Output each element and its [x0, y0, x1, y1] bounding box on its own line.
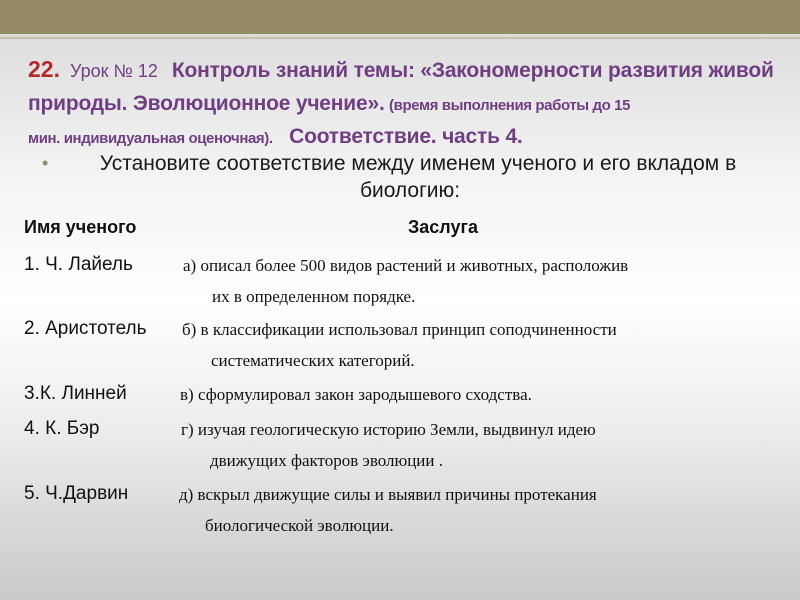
- merit-line-2: биологической эволюции.: [205, 516, 394, 535]
- merit-line-1: г) изучая геологическую историю Земли, выдвинул идею: [181, 420, 596, 439]
- lesson-label: Урок № 12: [69, 61, 158, 81]
- top-divider: [0, 37, 800, 39]
- task-line-1: Установите соответствие между именем ученого и его вкладом в: [99, 152, 737, 175]
- column-header-merit: Заслуга: [408, 217, 479, 237]
- scientist-name: 3.К. Линней: [24, 383, 127, 404]
- task-instruction: [40, 150, 780, 204]
- task-line-2: биологию:: [359, 179, 461, 202]
- scientist-name: 1. Ч. Лайель: [24, 254, 133, 275]
- time-note-1: (время выполнения работы до 15: [389, 97, 631, 114]
- merit-line-1: б) в классификации использовал принцип соподчиненности: [182, 320, 617, 339]
- bullet-icon: •: [42, 153, 49, 173]
- merit-line-1: в) сформулировал закон зародышевого сходства.: [180, 385, 532, 404]
- merit-line-2: систематических категорий.: [211, 351, 415, 370]
- merit-line-1: а) описал более 500 видов растений и животных, расположив: [183, 256, 629, 275]
- task-number: 22.: [28, 56, 60, 82]
- column-header-name: Имя ученого: [24, 217, 137, 237]
- merit-line-1: д) вскрыл движущие силы и выявил причины протекания: [179, 485, 597, 504]
- title-end: Соответствие. часть 4.: [289, 125, 523, 148]
- top-bar: [0, 0, 800, 34]
- scientist-name: 2. Аристотель: [24, 318, 147, 339]
- merit-line-2: их в определенном порядке.: [212, 287, 416, 306]
- merit-line-2: движущих факторов эволюции .: [210, 451, 443, 470]
- time-note-2: мин. индивидуальная оценочная).: [28, 130, 273, 147]
- title-main: Контроль знаний темы: «Закономерности развития живой природы. Эволюционное учение».: [28, 59, 774, 115]
- scientist-name: 4. К. Бэр: [24, 418, 100, 439]
- scientist-name: 5. Ч.Дарвин: [24, 483, 129, 504]
- slide-title: [28, 54, 778, 154]
